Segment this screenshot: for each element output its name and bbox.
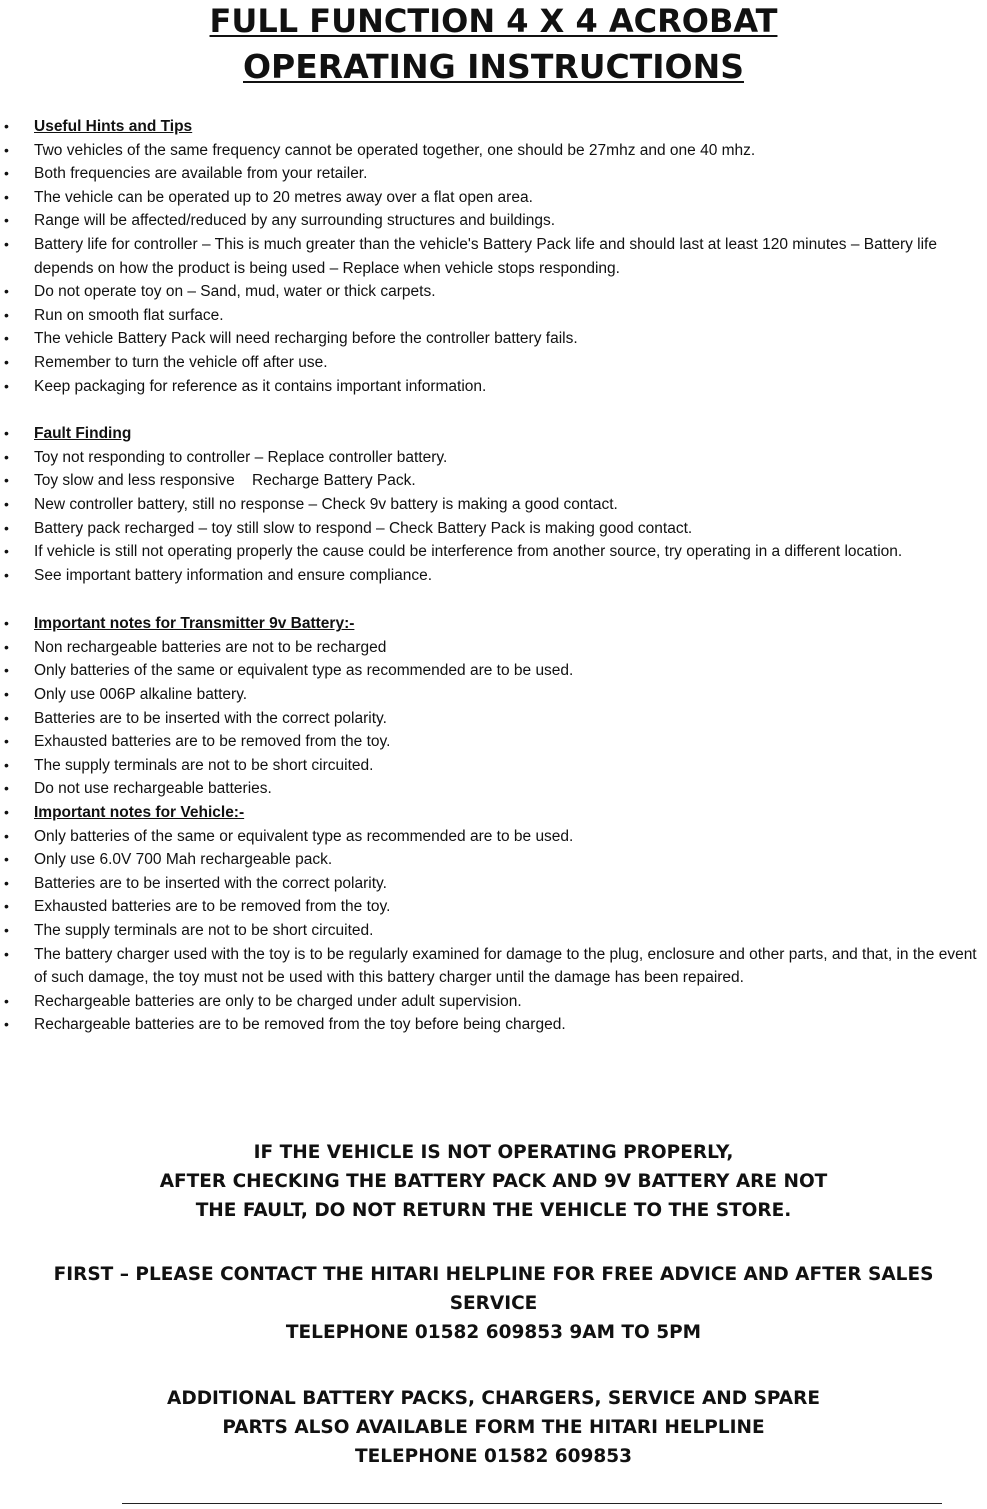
bullet-icon: •: [4, 448, 9, 465]
list-item: • Toy not responding to controller – Replace controller battery.: [0, 446, 987, 470]
list-item: • If vehicle is still not operating properly the cause could be interference from another source, try operating in a different location.: [0, 540, 987, 564]
list-item: • See important battery information and ensure compliance.: [0, 564, 987, 588]
bullet-icon: •: [4, 188, 9, 205]
bullet-icon: •: [4, 709, 9, 726]
list-item: • Rechargeable batteries are to be removed from the toy before being charged.: [0, 1013, 987, 1037]
warning-notice: [0, 1138, 987, 1225]
list-item: • Batteries are to be inserted with the correct polarity.: [0, 707, 987, 731]
bullet-icon: •: [4, 922, 9, 938]
instructions-list: [0, 115, 987, 1037]
list-item: • Battery pack recharged – toy still slow to respond – Check Battery Pack is making good contact.: [0, 517, 987, 541]
bullet-icon: •: [4, 425, 9, 442]
list-item: • The vehicle can be operated up to 20 metres away over a flat open area.: [0, 186, 987, 210]
footer-rule: [122, 1503, 942, 1504]
list-item: • Remember to turn the vehicle off after use.: [0, 351, 987, 375]
bullet-icon: •: [4, 1016, 9, 1033]
bullet-icon: •: [4, 495, 9, 512]
helpline-telephone: TELEPHONE 01582 609853 9AM TO 5PM: [285, 1322, 702, 1343]
section-heading-fault: • Fault Finding: [0, 422, 987, 446]
warning-line: AFTER CHECKING THE BATTERY PACK AND 9V BATTERY ARE NOT: [159, 1171, 828, 1192]
list-item: • The battery charger used with the toy is to be regularly examined for damage to the plug, enclosure and other parts, and that, in the event of such damage, the toy must not be used with this battery charger until the damage has been repaired.: [0, 943, 987, 990]
bullet-icon: •: [4, 212, 9, 229]
warning-line: THE FAULT, DO NOT RETURN THE VEHICLE TO THE STORE.: [195, 1200, 792, 1221]
section-heading-transmitter: • Important notes for Transmitter 9v Battery:-: [0, 612, 987, 636]
bullet-icon: •: [4, 141, 9, 158]
bullet-icon: •: [4, 638, 9, 655]
bullet-icon: •: [4, 118, 9, 134]
spares-telephone: TELEPHONE 01582 609853: [354, 1446, 633, 1467]
list-item: • Non rechargeable batteries are not to be recharged: [0, 636, 987, 660]
bullet-icon: •: [4, 235, 9, 252]
bullet-icon: •: [4, 662, 9, 679]
list-item: • Run on smooth flat surface.: [0, 304, 987, 328]
bullet-icon: •: [4, 306, 9, 323]
bullet-icon: •: [4, 945, 9, 962]
bullet-icon: •: [4, 543, 9, 560]
list-item: • Battery life for controller – This is much greater than the vehicle's Battery Pack life and should last at least 120 minutes – Battery life depends on how the product is being used – Replace when vehicle stops responding.: [0, 233, 987, 280]
bullet-icon: •: [4, 686, 9, 703]
list-item: • Do not use rechargeable batteries.: [0, 777, 987, 801]
list-item: • Rechargeable batteries are only to be charged under adult supervision.: [0, 990, 987, 1014]
list-item: • Keep packaging for reference as it contains important information.: [0, 375, 987, 399]
helpline-notice: [0, 1260, 987, 1347]
bullet-icon: •: [4, 283, 9, 300]
list-item: • Range will be affected/reduced by any surrounding structures and buildings.: [0, 209, 987, 233]
list-item: • The vehicle Battery Pack will need recharging before the controller battery fails.: [0, 327, 987, 351]
spares-line: ADDITIONAL BATTERY PACKS, CHARGERS, SERVICE AND SPARE: [167, 1388, 820, 1409]
list-item: • Do not operate toy on – Sand, mud, water or thick carpets.: [0, 280, 987, 304]
bullet-icon: •: [4, 898, 9, 915]
bullet-icon: •: [4, 851, 9, 868]
section-heading-vehicle: • Important notes for Vehicle:-: [0, 801, 987, 825]
bullet-icon: •: [4, 756, 9, 773]
bullet-icon: •: [4, 804, 9, 821]
list-item: • The supply terminals are not to be short circuited.: [0, 919, 987, 943]
spares-notice: [0, 1384, 987, 1471]
bullet-icon: •: [4, 566, 9, 583]
section-heading-hints: • Useful Hints and Tips: [0, 115, 987, 139]
document-title: FULL FUNCTION 4 X 4 ACROBAT: [209, 2, 778, 40]
list-item: • Only use 006P alkaline battery.: [0, 683, 987, 707]
list-item: • Exhausted batteries are to be removed from the toy.: [0, 895, 987, 919]
bullet-icon: •: [4, 827, 9, 844]
bullet-icon: •: [4, 615, 9, 632]
list-item: • Toy slow and less responsive Recharge Battery Pack.: [0, 469, 987, 493]
helpline-line: FIRST – PLEASE CONTACT THE HITARI HELPLINE FOR FREE ADVICE AND AFTER SALES: [53, 1264, 934, 1285]
list-item: • New controller battery, still no response – Check 9v battery is making a good contact.: [0, 493, 987, 517]
list-item: • Only batteries of the same or equivalent type as recommended are to be used.: [0, 659, 987, 683]
helpline-line: SERVICE: [449, 1293, 538, 1314]
list-item: • Only use 6.0V 700 Mah rechargeable pack.: [0, 848, 987, 872]
list-item: • Only batteries of the same or equivalent type as recommended are to be used.: [0, 825, 987, 849]
list-item: • Batteries are to be inserted with the correct polarity.: [0, 872, 987, 896]
bullet-icon: •: [4, 330, 9, 347]
document-subtitle: OPERATING INSTRUCTIONS: [243, 47, 744, 86]
list-item: • Two vehicles of the same frequency cannot be operated together, one should be 27mhz and one 40 mhz.: [0, 139, 987, 163]
bullet-icon: •: [4, 780, 9, 797]
warning-line: IF THE VEHICLE IS NOT OPERATING PROPERLY,: [253, 1142, 734, 1163]
list-item: • Exhausted batteries are to be removed from the toy.: [0, 730, 987, 754]
bullet-icon: •: [4, 165, 9, 182]
bullet-icon: •: [4, 733, 9, 750]
bullet-icon: •: [4, 377, 9, 394]
bullet-icon: •: [4, 519, 9, 536]
bullet-icon: •: [4, 992, 9, 1009]
list-item: • The supply terminals are not to be short circuited.: [0, 754, 987, 778]
bullet-icon: •: [4, 353, 9, 370]
spares-line: PARTS ALSO AVAILABLE FORM THE HITARI HELPLINE: [222, 1417, 765, 1438]
bullet-icon: •: [4, 874, 9, 891]
list-item: • Both frequencies are available from your retailer.: [0, 162, 987, 186]
bullet-icon: •: [4, 472, 9, 489]
